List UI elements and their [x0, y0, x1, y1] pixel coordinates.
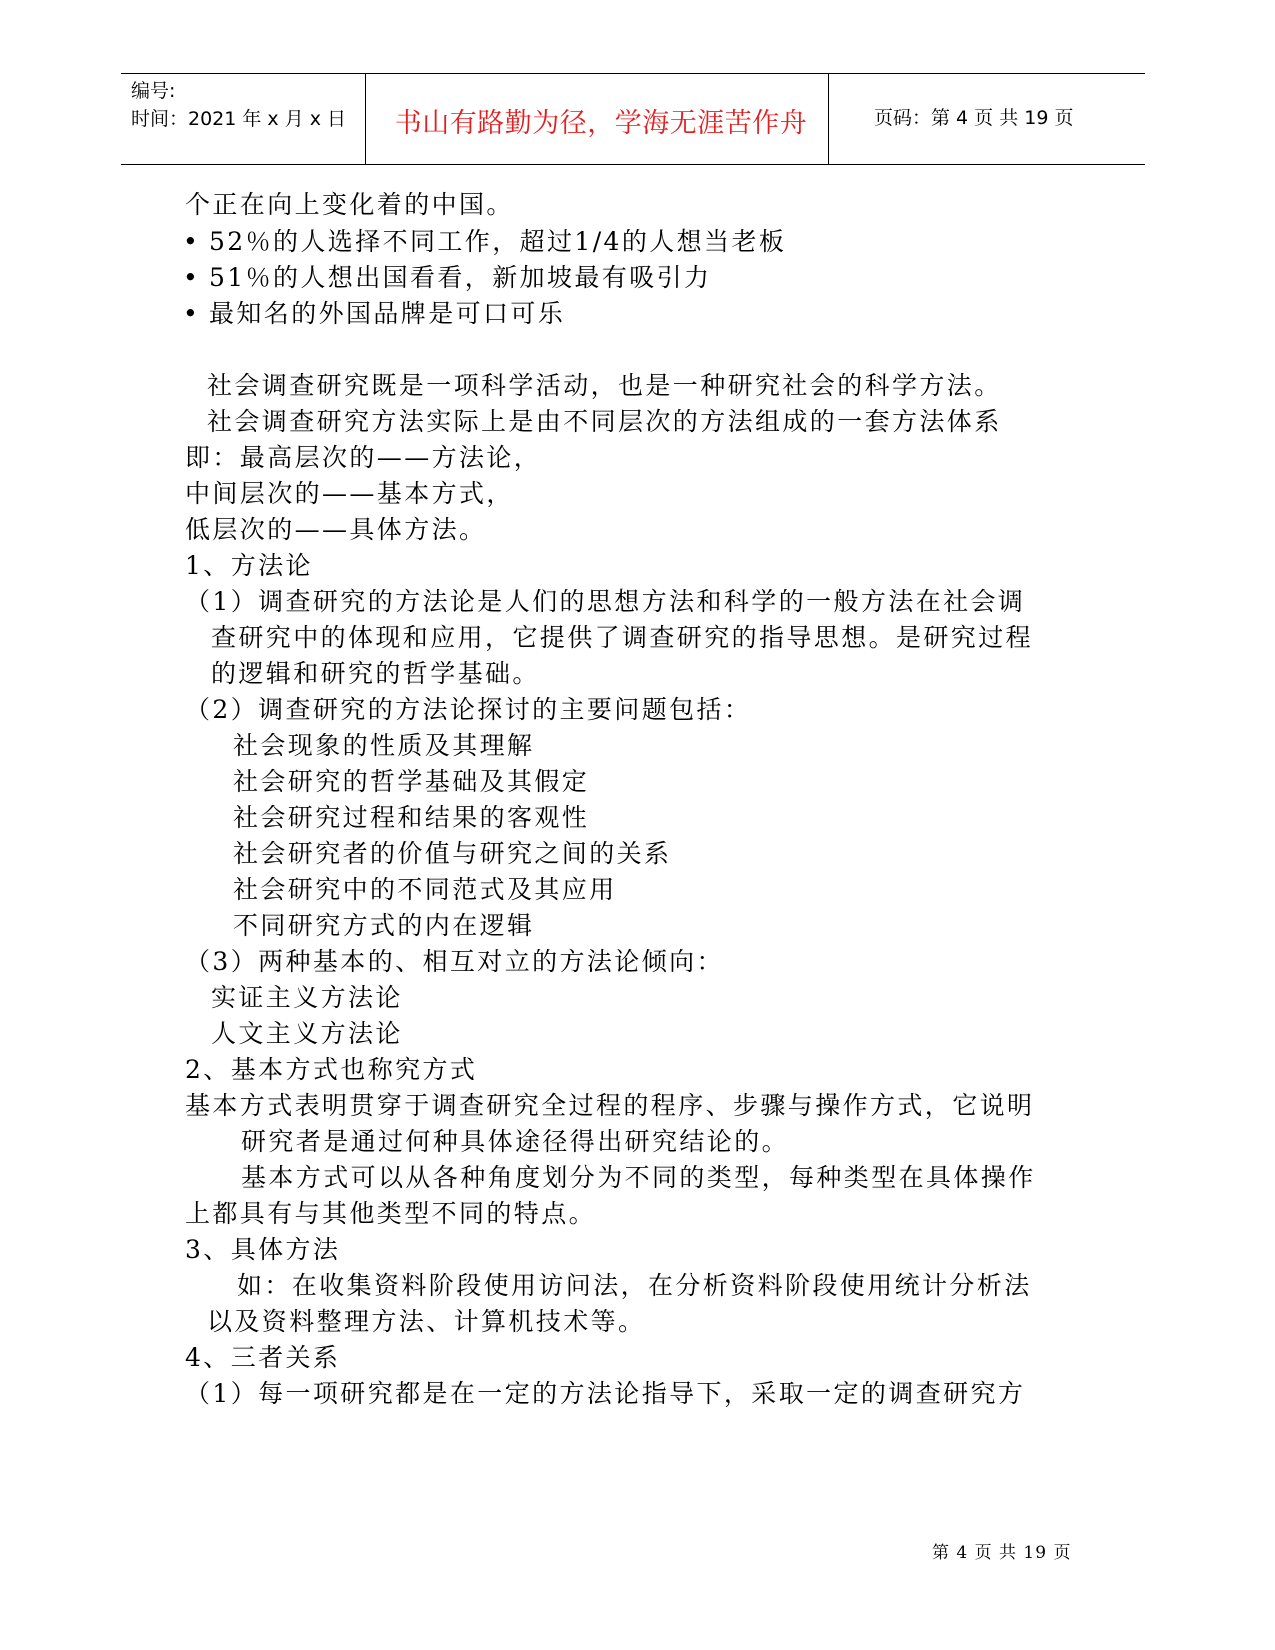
- bullet-text: 52％的人选择不同工作，超过1/4的人想当老板: [209, 227, 787, 256]
- section-heading: 1、方法论: [185, 551, 313, 580]
- sub-item: 实证主义方法论: [211, 983, 403, 1012]
- paragraph-line: 基本方式可以从各种角度划分为不同的类型，每种类型在具体操作: [241, 1163, 1036, 1192]
- sub-item: 社会研究过程和结果的客观性: [233, 803, 590, 832]
- header-divider-left: [365, 73, 366, 165]
- bullet-text: 51％的人想出国看看，新加坡最有吸引力: [209, 263, 712, 292]
- header-bottom-rule: [121, 164, 1145, 165]
- bullet-icon: •: [183, 263, 201, 292]
- sub-item: 社会研究者的价值与研究之间的关系: [233, 839, 672, 868]
- list-item-line: 查研究中的体现和应用，它提供了调查研究的指导思想。是研究过程: [211, 623, 1034, 652]
- bullet-text: 最知名的外国品牌是可口可乐: [209, 299, 566, 328]
- paragraph-line: 即：最高层次的——方法论，: [185, 443, 542, 472]
- header-divider-right: [828, 73, 829, 165]
- list-item-line: 的逻辑和研究的哲学基础。: [211, 659, 540, 688]
- sub-item: 社会研究中的不同范式及其应用: [233, 875, 617, 904]
- header-time-label: 时间：2021 年 x 月 x 日: [131, 108, 347, 130]
- bullet-item: [183, 226, 786, 258]
- header-number-label: 编号:: [131, 80, 176, 102]
- paragraph-line: 社会调查研究方法实际上是由不同层次的方法组成的一套方法体系: [207, 407, 1002, 436]
- header-page-label: 页码：第 4 页 共 19 页: [874, 107, 1074, 129]
- section-heading: 3、具体方法: [185, 1235, 341, 1264]
- header-motto: 书山有路勤为径，学海无涯苦作舟: [394, 108, 808, 139]
- list-item-line: （1）调查研究的方法论是人们的思想方法和科学的一般方法在社会调: [185, 587, 1026, 616]
- sub-item: 社会现象的性质及其理解: [233, 731, 535, 760]
- paragraph-line: 以及资料整理方法、计算机技术等。: [207, 1307, 646, 1336]
- paragraph-line: 研究者是通过何种具体途径得出研究结论的。: [241, 1127, 790, 1156]
- paragraph-line: 上都具有与其他类型不同的特点。: [185, 1199, 597, 1228]
- paragraph-line: 中间层次的——基本方式，: [185, 479, 514, 508]
- body-line: 个正在向上变化着的中国。: [185, 190, 514, 219]
- paragraph-line: 基本方式表明贯穿于调查研究全过程的程序、步骤与操作方式，它说明: [185, 1091, 1035, 1120]
- page-header: [121, 73, 1145, 165]
- list-item-line: （1）每一项研究都是在一定的方法论指导下，采取一定的调查研究方: [185, 1379, 1026, 1408]
- bullet-icon: •: [183, 227, 201, 256]
- bullet-item: [183, 298, 565, 330]
- section-heading: 4、三者关系: [185, 1343, 341, 1372]
- header-meta: [131, 77, 346, 133]
- paragraph-line: 如：在收集资料阶段使用访问法，在分析资料阶段使用统计分析法: [237, 1271, 1032, 1300]
- page-footer: 第 4 页 共 19 页: [932, 1543, 1072, 1563]
- bullet-icon: •: [183, 299, 201, 328]
- paragraph-line: 低层次的——具体方法。: [185, 515, 487, 544]
- bullet-item: [183, 262, 711, 294]
- header-top-rule: [121, 73, 1145, 74]
- list-item-line: （3）两种基本的、相互对立的方法论倾向：: [185, 947, 724, 976]
- sub-item: 人文主义方法论: [211, 1019, 403, 1048]
- section-heading: 2、基本方式也称究方式: [185, 1055, 478, 1084]
- sub-item: 不同研究方式的内在逻辑: [233, 911, 535, 940]
- sub-item: 社会研究的哲学基础及其假定: [233, 767, 590, 796]
- list-item-line: （2）调查研究的方法论探讨的主要问题包括：: [185, 695, 752, 724]
- paragraph-line: 社会调查研究既是一项科学活动，也是一种研究社会的科学方法。: [207, 371, 1002, 400]
